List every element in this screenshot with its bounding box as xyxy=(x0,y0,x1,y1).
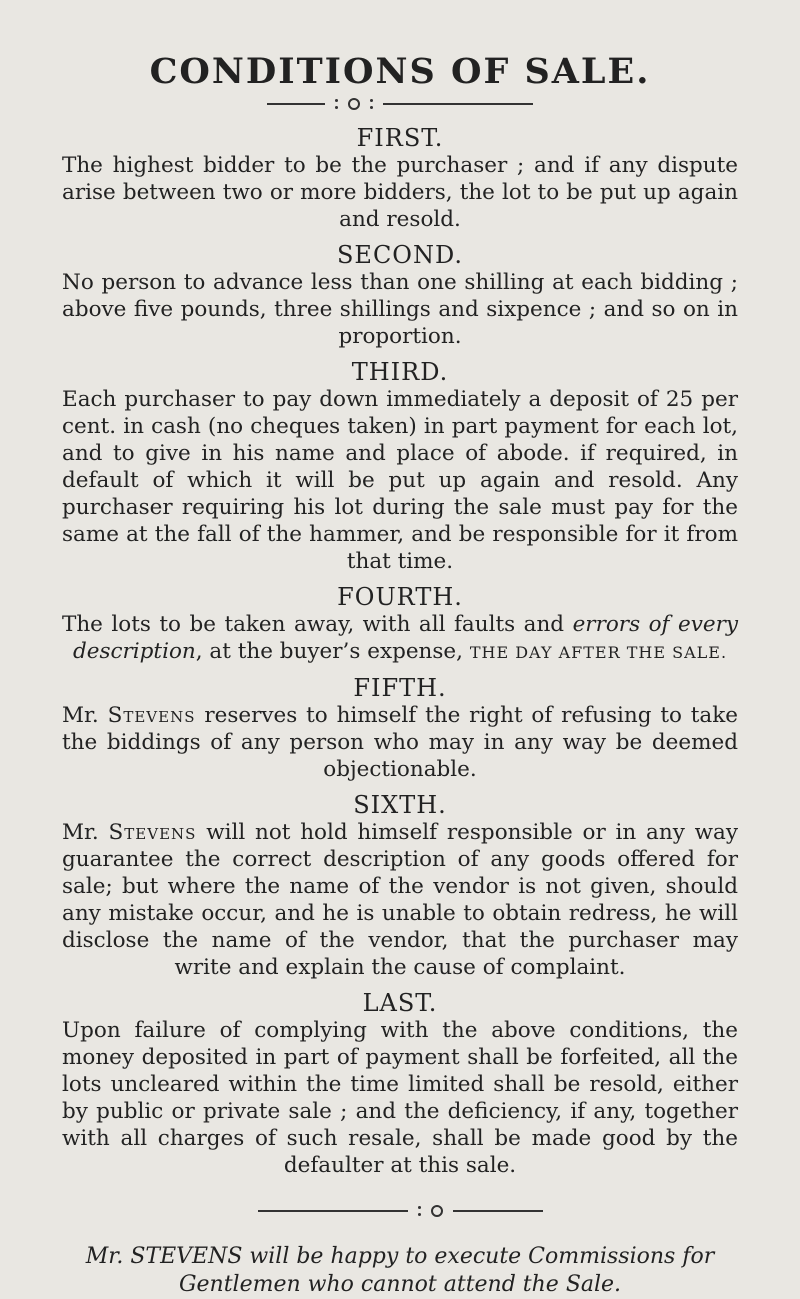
condition-heading: FIRST. xyxy=(356,124,444,152)
condition-text-part: reserves to himself the right of refusing to take the biddings of any person who may in any way be deemed objectionable. xyxy=(62,703,738,782)
footer-note: Mr. STEVENS will be happy to execute Commissions for Gentlemen who cannot attend the Sale. xyxy=(85,1244,715,1297)
condition-text-part: Mr. xyxy=(62,703,108,728)
condition-text xyxy=(62,611,738,666)
condition-text: Each purchaser to pay down immediately a deposit of 25 per cent. in cash (no cheques taken) in part payment for each lot, and to give in his name and place of abode. if required, in default of which it will be put up again and resold. Any purchaser requiring his lot during the sale must pay for the same at the fall of the hammer, and be responsible for it from that time. xyxy=(62,387,738,574)
footer-ornament xyxy=(62,1205,738,1217)
condition-heading: FOURTH. xyxy=(337,583,463,611)
auctioneer-name: Stevens xyxy=(107,703,196,728)
condition-second xyxy=(62,241,738,350)
condition-text-part: , at the buyer’s expense, xyxy=(195,639,470,664)
condition-text xyxy=(62,702,738,783)
condition-heading: SIXTH. xyxy=(353,791,447,819)
condition-sixth xyxy=(62,791,738,981)
condition-heading: SECOND. xyxy=(336,241,463,269)
condition-heading: THIRD. xyxy=(351,358,449,386)
ornament-rule-left xyxy=(267,103,325,105)
ornament-circle-icon xyxy=(348,98,360,110)
auctioneer-name: Stevens xyxy=(108,820,197,845)
condition-text-part: The lots to be taken away, with all faults and xyxy=(62,612,573,637)
condition-heading: FIFTH. xyxy=(353,674,447,702)
page-title: CONDITIONS OF SALE. xyxy=(149,51,651,92)
condition-fourth xyxy=(62,583,738,666)
ornament-circle-icon xyxy=(431,1205,443,1217)
ornament-colon xyxy=(370,99,373,109)
ornament-colon xyxy=(418,1206,421,1216)
condition-third xyxy=(62,358,738,575)
condition-fifth xyxy=(62,674,738,783)
title-ornament xyxy=(62,98,738,110)
condition-text: No person to advance less than one shilling at each bidding ; above five pounds, three shillings and sixpence ; and so on in proportion. xyxy=(62,270,738,349)
condition-text-part: Mr. xyxy=(62,820,109,845)
ornament-rule-left xyxy=(258,1210,408,1212)
condition-text: Upon failure of complying with the above conditions, the money deposited in part of payment shall be forfeited, all the lots uncleared within the time limited shall be resold, either by public or private sale ; and the deficiency, if any, together with all charges of such resale, shall be made good by the defaulter at this sale. xyxy=(62,1018,738,1178)
condition-heading: LAST. xyxy=(362,989,438,1017)
condition-text xyxy=(62,819,738,981)
condition-text: The highest bidder to be the purchaser ; and if any dispute arise between two or more bidders, the lot to be put up again and resold. xyxy=(62,153,738,232)
ornament-colon xyxy=(335,99,338,109)
condition-text-caps: THE DAY AFTER THE SALE. xyxy=(469,643,728,662)
condition-first xyxy=(62,124,738,233)
condition-text-part: will not hold himself responsible or in any way guarantee the correct description of any goods offered for sale; but where the name of the vendor is not given, should any mistake occur, and he is unable to obtain redress, he will disclose the name of the vendor, that the purchaser may write and explain the cause of complaint. xyxy=(62,820,738,980)
condition-text-italic: errors of every description xyxy=(72,612,738,664)
condition-last xyxy=(62,989,738,1179)
ornament-rule-right xyxy=(383,103,533,105)
ornament-rule-right xyxy=(453,1210,543,1212)
